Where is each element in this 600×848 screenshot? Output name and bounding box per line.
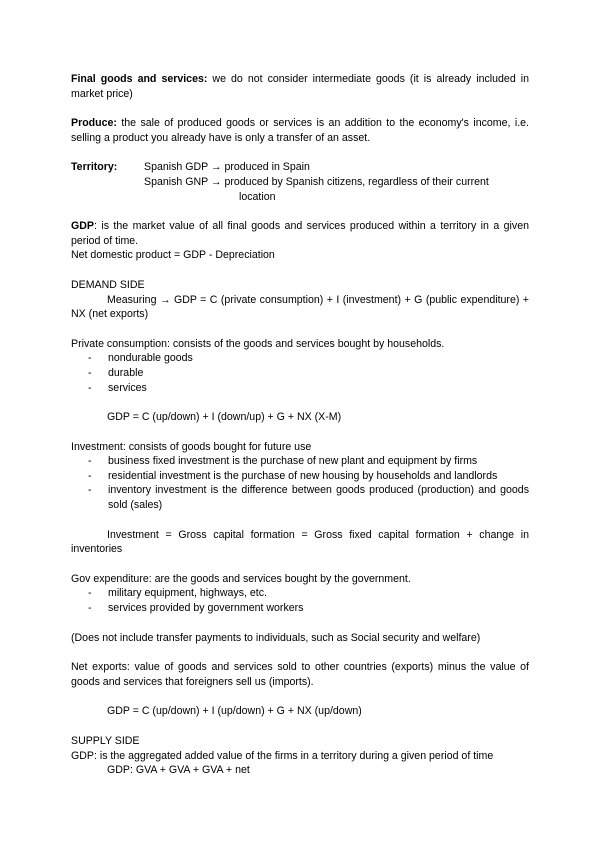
- list-item: - nondurable goods: [88, 352, 193, 365]
- supply-gdp-formula: GDP: GVA + GVA + GVA + net: [107, 764, 250, 777]
- investment-list: [71, 454, 529, 512]
- private-consumption-text: Private consumption: consists of the goods and services bought by households.: [71, 337, 445, 350]
- territory-block: [71, 160, 529, 204]
- list-item: - services: [88, 381, 147, 394]
- private-consumption-list: [71, 351, 529, 395]
- list-item: - military equipment, highways, etc.: [88, 587, 267, 600]
- list-item: - durable: [88, 366, 144, 379]
- gdp-definition: [71, 219, 529, 248]
- territory-gnp-line: Spanish GNP → produced by Spanish citizens, regardless of their current: [144, 175, 489, 188]
- investment-formula: Investment = Gross capital formation = Gross fixed capital formation + change in inventories: [71, 528, 529, 556]
- demand-side-heading: DEMAND SIDE: [71, 278, 145, 291]
- final-goods-paragraph: [71, 72, 529, 101]
- investment-text: Investment: consists of goods bought for future use: [71, 440, 312, 453]
- net-exports-formula: GDP = C (up/down) + I (up/down) + G + NX (up/down): [107, 705, 362, 718]
- territory-location-line: location: [239, 190, 276, 203]
- list-item: - residential investment is the purchase of new housing by households and landlords: [88, 469, 498, 482]
- territory-gdp-line: Spanish GDP → produced in Spain: [144, 161, 310, 174]
- net-domestic-product: Net domestic product = GDP - Depreciation: [71, 249, 275, 262]
- produce-label: Produce:: [71, 117, 117, 130]
- gov-expenditure-text: Gov expenditure: are the goods and services bought by the government.: [71, 572, 411, 585]
- private-consumption-formula: GDP = C (up/down) + I (down/up) + G + NX (X-M): [107, 411, 342, 424]
- final-goods-label: Final goods and services:: [71, 73, 208, 85]
- list-item: - business fixed investment is the purchase of new plant and equipment by firms: [88, 455, 478, 468]
- produce-text: the sale of produced goods or services is an addition to the economy's income, i.e. selling a product you already have is only a transfer of an asset.: [71, 117, 529, 144]
- gov-expenditure-list: [71, 586, 529, 615]
- list-item: - services provided by government workers: [88, 602, 304, 615]
- gov-transfer-note: (Does not include transfer payments to individuals, such as Social security and welfare): [71, 631, 481, 644]
- document-page: [71, 72, 529, 778]
- produce-paragraph: [71, 116, 529, 145]
- gdp-definition-text: : is the market value of all final goods and services produced within a territory in a given period of time.: [71, 220, 529, 247]
- final-goods-text: we do not consider intermediate goods (it is already included in market price): [71, 73, 529, 100]
- supply-side-heading: SUPPLY SIDE: [71, 735, 140, 747]
- territory-label: Territory:: [71, 161, 118, 174]
- net-exports-text: Net exports: value of goods and services sold to other countries (exports) minus the value of goods and services that foreigners sell us (imports).: [71, 661, 529, 688]
- supply-gdp-definition: GDP: is the aggregated added value of the firms in a territory during a given period of time: [71, 749, 494, 762]
- list-item: - inventory investment is the difference between goods produced (production) and goods sold (sales): [88, 484, 529, 512]
- gdp-label: GDP: [71, 220, 94, 233]
- measuring-formula: Measuring → GDP = C (private consumption) + I (investment) + G (public expenditure) + NX (net exports): [71, 293, 529, 321]
